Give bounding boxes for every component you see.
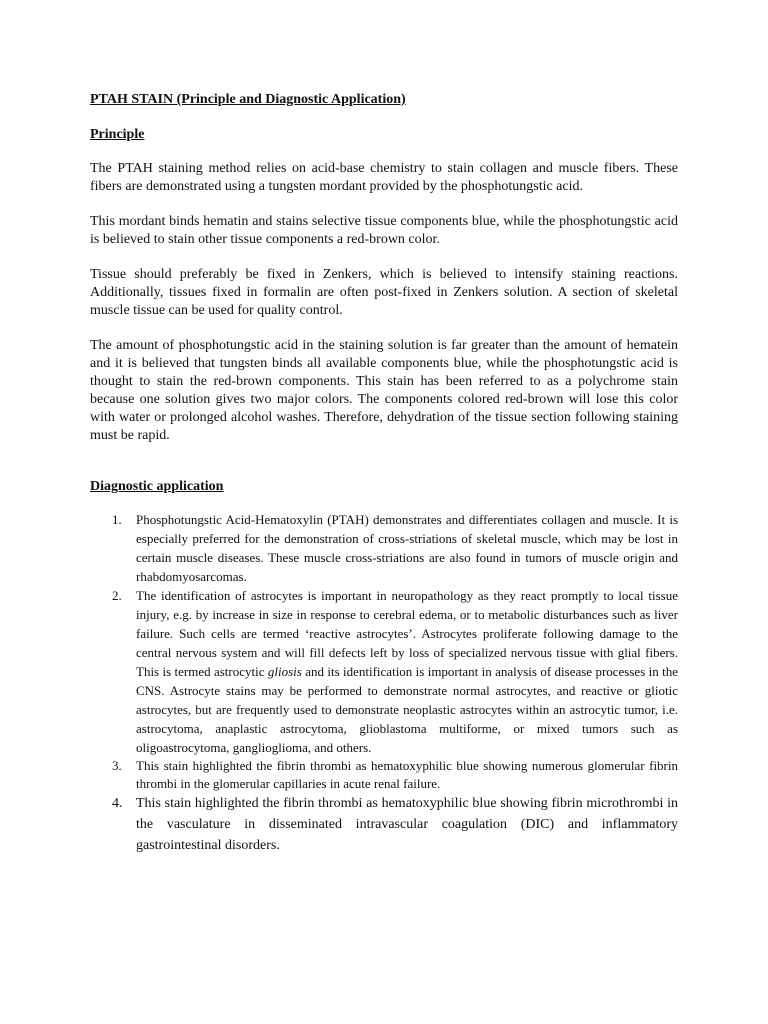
list-item (90, 757, 678, 793)
list-item-number: 1. (112, 512, 122, 527)
list-item (90, 586, 678, 757)
list-item-number: 4. (112, 796, 123, 811)
list-item-text: Phosphotungstic Acid-Hematoxylin (PTAH) demonstrates and differentiates collagen and muscle. It is especially preferred for the demonstration of cross-striations of skeletal muscle, which may be lost in certain muscle diseases. These muscle cross-striations are also found in tumors of muscle origin and rhabdomyosarcomas. (136, 512, 678, 584)
principle-paragraph: Tissue should preferably be fixed in Zenkers, which is believed to intensify staining reactions. Additionally, tissues fixed in formalin are often post-fixed in Zenkers solution. A section of skeletal muscle tissue can be used for quality control. (90, 267, 678, 318)
list-item-text: This stain highlighted the fibrin thrombi as hematoxyphilic blue showing numerous glomerular fibrin thrombi in the glomerular capillaries in acute renal failure. (136, 758, 678, 791)
list-item-text-part: and its identification is important in analysis of disease processes in the CNS. Astrocyte stains may be performed to demonstrate normal astrocytes, and reactive or gliotic astrocytes, but are frequently used to demonstrate neoplastic astrocytes within an astrocytic tumor, i.e. astrocytoma, anaplastic astrocytoma, glioblastoma multiforme, or mixed tumors such as oligoastrocytoma, ganglioglioma, and others. (136, 664, 678, 755)
principle-paragraph: This mordant binds hematin and stains selective tissue components blue, while the phosphotungstic acid is believed to stain other tissue components a red-brown color. (90, 214, 678, 247)
principle-paragraph: The PTAH staining method relies on acid-base chemistry to stain collagen and muscle fibers. These fibers are demonstrated using a tungsten mordant provided by the phosphotungstic acid. (90, 161, 678, 194)
diagnostic-list (90, 510, 678, 856)
principle-paragraph: The amount of phosphotungstic acid in the staining solution is far greater than the amount of hematein and it is believed that tungsten binds all available components blue, while the phosphotungstic acid is thought to stain the red-brown components. This stain has been referred to as a polychrome stain because one solution gives two major colors. The components colored red-brown will lose this color with water or prolonged alcohol washes. Therefore, dehydration of the tissue section following staining must be rapid. (90, 338, 678, 443)
list-item-number: 3. (112, 758, 122, 773)
document-title: PTAH STAIN (Principle and Diagnostic Application) (90, 92, 406, 107)
principle-heading: Principle (90, 127, 145, 142)
list-item-text: This stain highlighted the fibrin thrombi as hematoxyphilic blue showing fibrin microthrombi in the vasculature in disseminated intravascular coagulation (DIC) and inflammatory gastrointestinal disorders. (136, 796, 678, 853)
emphasis-text: gliosis (267, 664, 302, 679)
list-item (90, 793, 678, 856)
list-item-number: 2. (112, 588, 122, 603)
list-item-text-part: The identification of astrocytes is important in neuropathology as they react promptly to local tissue injury, e.g. by increase in size in response to cerebral edema, or to metabolic disturbances such as liver failure. Such cells are termed ‘reactive astrocytes’. Astrocytes proliferate following damage to the central nervous system and will fill defects left by loss of specialized nervous tissue with glial fibers. This is termed astrocytic (136, 588, 678, 679)
diagnostic-heading: Diagnostic application (90, 479, 224, 494)
list-item (90, 510, 678, 586)
list-item-text (136, 588, 678, 755)
